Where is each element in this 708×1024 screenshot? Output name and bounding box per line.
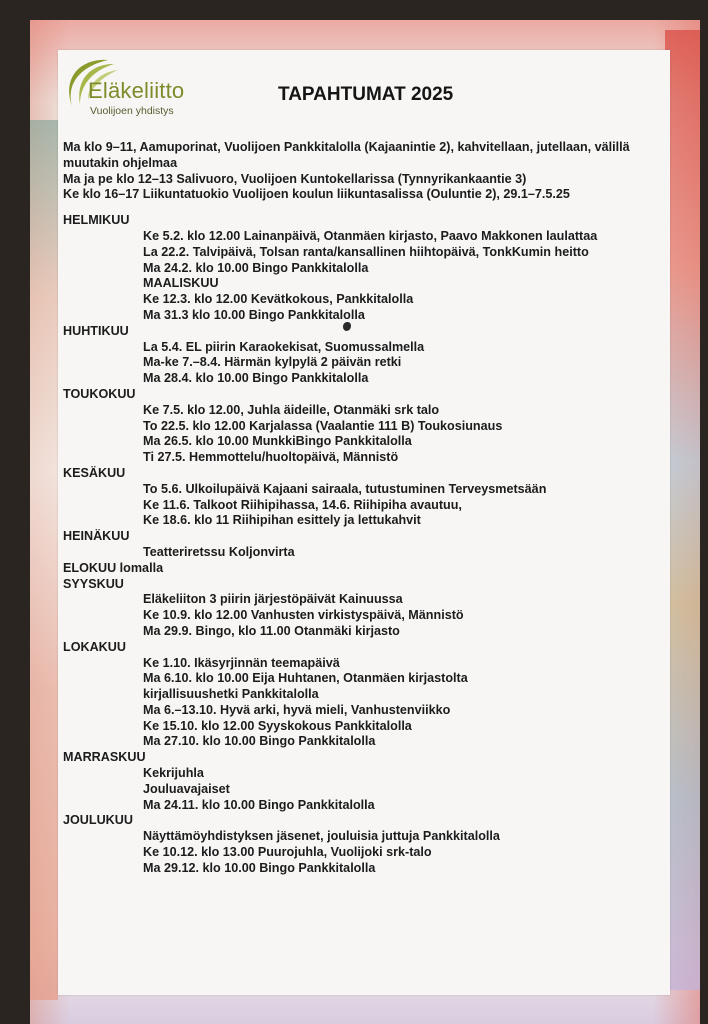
month-heading: HUHTIKUU — [63, 323, 129, 338]
event-item: To 22.5. klo 12.00 Karjalassa (Vaalantie 111 B) Toukosiunaus — [143, 418, 503, 433]
event-item: Ti 27.5. Hemmottelu/huoltopäivä, Männistö — [143, 450, 399, 465]
event-item: Ma 31.3 klo 10.00 Bingo Pankkitalolla — [143, 307, 365, 322]
month-heading: KESÄKUU — [63, 465, 126, 480]
event-item: La 22.2. Talvipäivä, Tolsan ranta/kansallinen hiihtopäivä, TonkKumin heitto — [143, 244, 589, 259]
event-item: Kekrijuhla — [143, 766, 204, 781]
event-item: Ke 10.9. klo 12.00 Vanhusten virkistyspäivä, Männistö — [143, 608, 464, 623]
event-item: Ke 11.6. Talkoot Riihipihassa, 14.6. Riihipiha avautuu, — [143, 497, 462, 512]
weekly-activity: Ke klo 16–17 Liikuntatuokio Vuolijoen koulun liikuntasalissa (Ouluntie 2), 29.1–7.5.25 — [63, 187, 570, 202]
event-item: Ma-ke 7.–8.4. Härmän kylpylä 2 päivän retki — [143, 355, 402, 370]
event-item: Ma 29.9. Bingo, klo 11.00 Otanmäki kirjasto — [143, 623, 400, 638]
event-item: Ma 26.5. klo 10.00 MunkkiBingo Pankkitalolla — [143, 434, 412, 449]
right-watercolor-edge — [665, 30, 700, 990]
event-item: Teatteriretssu Koljonvirta — [143, 544, 295, 559]
month-heading: SYYSKUU — [63, 576, 124, 591]
month-heading: TOUKOKUU — [63, 386, 136, 401]
event-item: Ma 6.10. klo 10.00 Eija Huhtanen, Otanmäen kirjastolta — [143, 671, 468, 686]
event-item: To 5.6. Ulkoilupäivä Kajaani sairaala, tutustuminen Terveysmetsään — [143, 481, 547, 496]
month-heading: HEINÄKUU — [63, 529, 130, 544]
month-heading: MAALISKUU — [143, 276, 219, 291]
event-item: Näyttämöyhdistyksen jäsenet, jouluisia juttuja Pankkitalolla — [143, 829, 500, 844]
event-item: Ke 12.3. klo 12.00 Kevätkokous, Pankkitalolla — [143, 292, 414, 307]
weekly-activity: Ma klo 9–11, Aamuporinat, Vuolijoen Pankkitalolla (Kajaanintie 2), kahvitellaan, jutellaan, välillä muutakin ohjelmaa — [63, 140, 630, 170]
event-list — [63, 140, 668, 877]
month-heading: LOKAKUU — [63, 639, 126, 654]
event-item: Ke 18.6. klo 11 Riihipihan esittely ja lettukahvit — [143, 513, 421, 528]
month-heading: HELMIKUU — [63, 213, 130, 228]
event-item: La 5.4. EL piirin Karaokekisat, Suomussalmella — [143, 339, 425, 354]
event-item: Ma 6.–13.10. Hyvä arki, hyvä mieli, Vanhustenviikko — [143, 702, 451, 717]
logo-name: Eläkeliitto — [88, 78, 185, 103]
event-item: Ma 27.10. klo 10.00 Bingo Pankkitalolla — [143, 734, 376, 749]
event-item: Ma 28.4. klo 10.00 Bingo Pankkitalolla — [143, 371, 369, 386]
event-item: Ke 15.10. klo 12.00 Syyskokous Pankkitalolla — [143, 718, 412, 733]
month-heading: JOULUKUU — [63, 813, 133, 828]
month-heading: MARRASKUU — [63, 750, 146, 765]
event-item: kirjallisuushetki Pankkitalolla — [143, 687, 319, 702]
event-item: Ke 10.12. klo 13.00 Puurojuhla, Vuolijoki srk-talo — [143, 845, 432, 860]
page-title: TAPAHTUMAT 2025 — [278, 84, 454, 105]
logo-subtitle: Vuolijoen yhdistys — [90, 105, 174, 117]
weekly-activity: Ma ja pe klo 12–13 Salivuoro, Vuolijoen Kuntokellarissa (Tynnyrikankaantie 3) — [63, 171, 527, 186]
event-item: Ma 24.2. klo 10.00 Bingo Pankkitalolla — [143, 260, 369, 275]
logo — [60, 52, 220, 122]
left-watercolor-edge — [30, 120, 58, 1000]
event-item: Ke 5.2. klo 12.00 Lainanpäivä, Otanmäen kirjasto, Paavo Makkonen laulattaa — [143, 228, 598, 243]
event-item: Eläkeliiton 3 piirin järjestöpäivät Kainuussa — [143, 592, 403, 607]
weekly-activities — [63, 140, 668, 203]
event-item: Ma 29.12. klo 10.00 Bingo Pankkitalolla — [143, 860, 376, 875]
event-item: Jouluavajaiset — [143, 781, 230, 796]
event-item: Ma 24.11. klo 10.00 Bingo Pankkitalolla — [143, 797, 375, 812]
month-heading: ELOKUU lomalla — [63, 560, 164, 575]
event-item: Ke 1.10. Ikäsyrjinnän teemapäivä — [143, 655, 340, 670]
event-item: Ke 7.5. klo 12.00, Juhla äideille, Otanmäki srk talo — [143, 402, 440, 417]
